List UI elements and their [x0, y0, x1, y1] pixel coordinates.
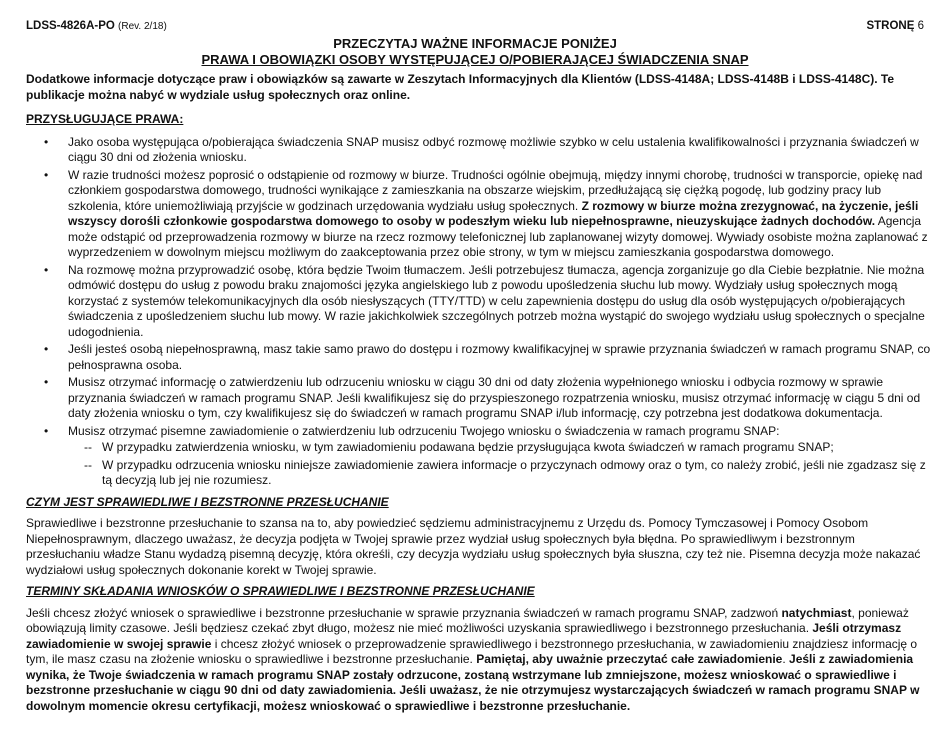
rights-heading: PRZYSŁUGUJĄCE PRAWA: [26, 112, 184, 126]
page-number-value: 6 [917, 20, 924, 32]
deadlines-paragraph [26, 606, 932, 715]
title-line-2: PRAWA I OBOWIĄZKI OSOBY WYSTĘPUJĄCEJ O/POBIERAJĄCEJ ŚWIADCZENIA SNAP [201, 52, 749, 67]
intro-paragraph: Dodatkowe informacje dotyczące praw i obowiązków są zawarte w Zeszytach Informacyjnych dla Klientów (LDSS-4148A; LDSS-4148B i LDSS-4148C). Te publikacje można nabyć w wydziale usług społecznych oraz online. [26, 72, 895, 102]
rights-list [26, 135, 932, 489]
list-item: • Musisz otrzymać informację o zatwierdzeniu lub odrzuceniu wniosku w ciągu 30 dni od daty złożenia wypełnionego wniosku i odbycia rozmowy w sprawie przyznania świadczeń w ramach programu SNAP. Jeśli kwalifikujesz się do przyspieszonego rozpatrzenia wniosku, musisz otrzymać informację w ciągu 5 dni od daty złożenia wniosku o tym, czy kwalifikujesz się do świadczeń w ramach programu SNAP i/lub informację, czy potrzebna jest dodatkowa dokumentacja. [26, 375, 932, 422]
sub-list [68, 440, 932, 489]
list-item: • Jeśli jesteś osobą niepełnosprawną, masz takie samo prawo do dostępu i rozmowy kwalifikacyjnej w sprawie przyznania świadczeń w ramach programu SNAP, co pełnosprawna osoba. [26, 342, 932, 373]
hearing-heading: CZYM JEST SPRAWIEDLIWE I BEZSTRONNE PRZESŁUCHANIE [26, 494, 389, 509]
list-item [26, 168, 932, 261]
deadlines-heading: TERMINY SKŁADANIA WNIOSKÓW O SPRAWIEDLIWE I BEZSTRONNE PRZESŁUCHANIE [26, 584, 535, 598]
list-item: • Na rozmowę można przyprowadzić osobę, która będzie Twoim tłumaczem. Jeśli potrzebujesz tłumacza, agencja zorganizuje go dla Ciebie bezpłatnie. Nie można odmówić dostępu do usług z powodu braku znajomości języka angielskiego lub z powodu upośledzenia słuchu lub mowy. Wydziały usług społecznych mogą korzystać z systemów telekomunikacyjnych dla osób niesłyszących (TTY/TTD) w celu zapewnienia dostępu do usług dla osób występujących o/pobierających świadczenia z upośledzeniem słuchu lub mowy. W razie jakichkolwiek szczególnych potrzeb można wystąpić do swojego wydziału usług społecznych o specjalne udogodnienia. [26, 263, 932, 341]
list-item-text: Agencja może odstąpić od przeprowadzenia rozmowy w biurze na rzecz rozmowy telefonicznej lub zaplanowanej wizyty domowej. Wywiady osobiste można zaplanować z wyprzedzeniem w dowolnym miejscu możliwym do zaakceptowania przez obie strony, w tym w miejscu zamieszkania gospodarstwa domowego. [68, 214, 928, 259]
form-id [26, 20, 167, 32]
list-item-text: W razie trudności możesz poprosić o odstąpienie od rozmowy w biurze. Trudności ogólnie obejmują, między innymi chorobę, trudności w transporcie, opiekę nad członkiem gospodarstwa domowego, trudności wynikające z zamieszkania na obszarze wiejskim, przedłużającą się ciężką pogodę, lub godziny pracy lub szkolenia, które uniemożliwiają przyjście w godzinach urzędowania wydziału usług społecznych. [68, 167, 923, 213]
paragraph-bold-text: natychmiast [781, 605, 852, 620]
document-body [26, 72, 932, 714]
sub-list-item: -- W przypadku odrzucenia wniosku niniejsze zawiadomienie zawiera informacje o przyczynach odmowy oraz o tym, co należy zrobić, jeśli nie zgadzasz się z tą decyzją lub jej nie rozumiesz. [68, 458, 932, 489]
paragraph-text: i chcesz złożyć wniosek o przeprowadzenie sprawiedliwego i bezstronnego przesłuchania, w zawiadomieniu znajdziesz informację o tym, ile masz czasu na złożenie wniosku o sprawiedliwe i bezstronne przesłuchanie. [26, 636, 918, 666]
hearing-paragraph: Sprawiedliwe i bezstronne przesłuchanie to szansa na to, aby powiedzieć sędziemu administracyjnemu z Urzędu ds. Pomocy Tymczasowej i Pomocy Osobom Niepełnosprawnym, dlaczego uważasz, że decyzja podjęta w Twojej sprawie przez wydział usług społecznych była błędna. Po sprawiedliwym i bezstronnym przesłuchaniu władze Stanu wydadzą pisemną decyzję, która określi, czy decyzja wydziału usług społecznych była słuszna, czy też nie. Pisemna decyzja może nakazać wydziałowi usług społecznych dokonanie korekt w Twojej sprawie. [26, 516, 921, 577]
paragraph-bold-text: Pamiętaj, aby uważnie przeczytać całe zawiadomienie [476, 652, 783, 666]
paragraph-bold-text: Jeśli otrzymasz zawiadomienie w swojej sprawie [26, 621, 902, 651]
list-item: • Jako osoba występująca o/pobierająca świadczenia SNAP musisz odbyć rozmowę możliwie szybko w celu ustalenia kwalifikowalności i przyznania świadczeń w ciągu 30 dni od złożenia wniosku. [26, 135, 932, 166]
form-number: LDSS-4826A-PO [26, 20, 115, 32]
paragraph-text: , ponieważ obowiązują limity czasowe. Jeśli będziesz czekać zbyt długo, możesz nie mieć możliwości uzyskania sprawiedliwego i bezstronnego przesłuchania. [26, 605, 909, 635]
title-line-1: PRZECZYTAJ WAŻNE INFORMACJE PONIŻEJ [333, 36, 617, 51]
list-item-text: Musisz otrzymać pisemne zawiadomienie o zatwierdzeniu lub odrzuceniu Twojego wniosku o świadczenia w ramach programu SNAP: [68, 423, 780, 438]
paragraph-text: Jeśli chcesz złożyć wniosek o sprawiedliwe i bezstronne przesłuchanie w sprawie przyznania świadczeń w ramach programu SNAP, zadzwoń [26, 605, 782, 620]
page-number [866, 20, 924, 32]
form-revision: (Rev. 2/18) [118, 21, 167, 32]
page-label: STRONĘ [866, 20, 915, 32]
list-item [26, 424, 932, 489]
paragraph-bold-text: Jeśli z zawiadomienia wynika, że Twoje świadczenia w ramach programu SNAP zostały odrzucone, zostaną wstrzymane lub zmniejszone, możesz wnioskować o sprawiedliwe i bezstronne przesłuchanie w ciągu 90 dni od daty zawiadomienia. Jeśli uważasz, że nie otrzymujesz wystarczających świadczeń w ramach programu SNAP w dowolnym momencie okresu certyfikacji, możesz wnioskować o sprawiedliwe i bezstronne przesłuchanie. [26, 652, 920, 713]
sub-list-item: -- W przypadku zatwierdzenia wniosku, w tym zawiadomieniu podawana będzie przysługująca kwota świadczeń w ramach programu SNAP; [68, 440, 932, 456]
list-item-bold-text: Z rozmowy w biurze można zrezygnować, na życzenie, jeśli wszyscy dorośli członkowie gospodarstwa domowego to osoby w podeszłym wieku lub niepełnosprawne, nieuzyskujące żadnych dochodów. [68, 198, 919, 228]
paragraph-text: . [782, 652, 790, 666]
